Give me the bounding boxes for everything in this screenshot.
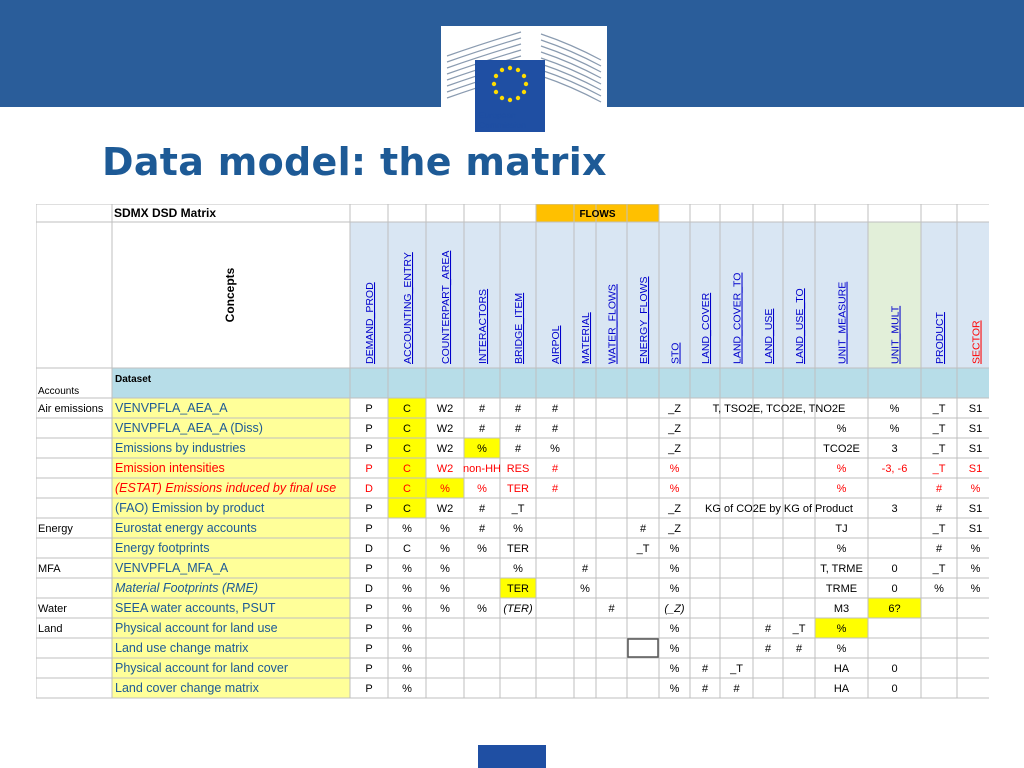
matrix-cell: TER: [507, 483, 529, 495]
eu-stars-icon: [475, 60, 545, 106]
matrix-cell: _T: [932, 443, 946, 455]
matrix-cell: S1: [968, 423, 983, 435]
matrix-cell: M3: [833, 603, 850, 615]
dataset-name: VENVPFLA_AEA_A (Diss): [115, 421, 263, 435]
matrix-cell: C: [403, 423, 411, 435]
column-header-sector: SECTOR: [970, 320, 983, 364]
matrix-cell: #: [581, 563, 589, 575]
matrix-cell: 3: [891, 443, 898, 455]
matrix-cell: %: [513, 563, 523, 575]
matrix-header-title: SDMX DSD Matrix: [114, 206, 217, 220]
matrix-cell: #: [551, 403, 559, 415]
matrix-cell: #: [764, 623, 772, 635]
matrix-cell: %: [402, 683, 412, 695]
matrix-cell: W2: [436, 463, 454, 475]
concepts-header-bg: [36, 222, 350, 368]
matrix-cell: (_Z): [664, 603, 685, 615]
matrix-cell: %: [669, 483, 680, 495]
matrix-cell: C: [403, 463, 411, 475]
matrix-cell: TRME: [825, 583, 858, 595]
matrix-cell: C: [403, 503, 411, 515]
sdmx-dsd-matrix-table: [36, 204, 989, 701]
matrix-cell: -3, -6: [881, 463, 908, 475]
matrix-cell: _T: [932, 423, 946, 435]
matrix-cell: %: [836, 543, 847, 555]
column-header-product: PRODUCT: [934, 312, 946, 364]
matrix-cell: #: [478, 423, 486, 435]
matrix-cell: S1: [968, 503, 983, 515]
matrix-cell: 3: [891, 503, 898, 515]
slide-title: Data model: the matrix: [102, 140, 607, 184]
matrix-cell: %: [669, 683, 680, 695]
matrix-cell: 0: [891, 683, 898, 695]
matrix-cell: 6?: [888, 603, 901, 615]
dataset-name: Emissions by industries: [115, 441, 246, 455]
matrix-cell: %: [970, 483, 981, 495]
matrix-cell: T, TRME: [820, 563, 863, 575]
matrix-cell: %: [402, 583, 412, 595]
matrix-cell: P: [365, 443, 373, 455]
matrix-cell: %: [836, 623, 847, 635]
matrix-cell: S1: [968, 403, 983, 415]
matrix-cell: %: [836, 463, 847, 475]
matrix-cell: _Z: [668, 503, 681, 515]
dataset-name: Emission intensities: [115, 461, 225, 475]
matrix-cell: _T: [932, 403, 946, 415]
matrix-cell: D: [365, 583, 373, 595]
matrix-cell: #: [795, 643, 803, 655]
matrix-cell: P: [365, 463, 373, 475]
matrix-cell: #: [514, 443, 522, 455]
matrix-cell: P: [365, 563, 373, 575]
matrix-cell: %: [669, 463, 680, 475]
account-label: Air emissions: [38, 403, 104, 415]
matrix-cell: %: [477, 543, 487, 555]
matrix-cell: %: [440, 563, 450, 575]
dataset-name: SEEA water accounts, PSUT: [115, 601, 276, 615]
logo-line-commission: Commission: [479, 120, 526, 130]
matrix-span-cell: KG of CO2E by KG of Product: [705, 503, 853, 515]
matrix-cell: RES: [506, 463, 530, 475]
matrix-cell: #: [935, 543, 943, 555]
matrix-cell: _T: [932, 463, 946, 475]
matrix-cell: P: [365, 623, 373, 635]
dataset-name: Eurostat energy accounts: [115, 521, 257, 535]
european-commission-logo: [441, 26, 607, 142]
matrix-cell: #: [733, 683, 740, 695]
matrix-cell: P: [365, 423, 373, 435]
matrix-cell: %: [402, 603, 412, 615]
matrix-cell: 0: [891, 563, 898, 575]
matrix-cell: S1: [968, 523, 983, 535]
matrix-cell: %: [836, 643, 847, 655]
matrix-cell: #: [551, 483, 559, 495]
matrix-cell: %: [440, 523, 450, 535]
column-header-land-use: LAND_USE: [763, 308, 775, 364]
matrix-cell: %: [440, 603, 450, 615]
matrix-cell: %: [970, 563, 981, 575]
matrix-cell: TER: [507, 543, 529, 555]
matrix-cell: _Z: [668, 443, 681, 455]
matrix-cell: #: [514, 423, 522, 435]
column-header-accounting-entry: ACCOUNTING_ENTRY: [402, 252, 414, 364]
matrix-cell: %: [550, 443, 560, 455]
matrix-cell: C: [403, 483, 411, 495]
matrix-cell: #: [764, 643, 772, 655]
matrix-cell: #: [478, 523, 486, 535]
footer-eu-flag: [478, 745, 546, 768]
matrix-cell: TCO2E: [823, 443, 860, 455]
column-header-airpol: AIRPOL: [550, 325, 562, 364]
matrix-cell: D: [365, 543, 373, 555]
matrix-cell: W2: [436, 403, 454, 415]
matrix-cell: non-HH: [463, 463, 501, 475]
column-header-water-flows: WATER_FLOWS: [606, 284, 619, 364]
dataset-name: Material Footprints (RME): [115, 581, 259, 595]
dataset-name: (ESTAT) Emissions induced by final use: [115, 481, 337, 495]
column-header-land-cover-to: LAND_COVER_TO: [731, 272, 744, 364]
matrix-cell: %: [836, 483, 847, 495]
matrix-cell: %: [669, 563, 680, 575]
logo-text: [479, 110, 526, 130]
matrix-cell: %: [580, 583, 590, 595]
dataset-name: Land cover change matrix: [115, 681, 259, 695]
matrix-cell: #: [551, 463, 559, 475]
matrix-cell: %: [889, 423, 900, 435]
matrix-cell: P: [365, 683, 373, 695]
matrix-cell: #: [478, 503, 486, 515]
matrix-cell: W2: [436, 423, 454, 435]
matrix-cell: %: [477, 483, 487, 495]
matrix-cell: P: [365, 603, 373, 615]
matrix-cell: %: [669, 643, 680, 655]
matrix-cell: _T: [730, 663, 743, 675]
flows-label: FLOWS: [579, 209, 616, 220]
matrix-cell: _T: [792, 623, 806, 635]
matrix-cell: %: [970, 583, 981, 595]
account-label: Water: [38, 603, 67, 615]
matrix-cell: %: [402, 663, 412, 675]
account-label: Energy: [38, 523, 73, 535]
matrix-cell: %: [440, 483, 450, 495]
matrix-cell: #: [701, 683, 709, 695]
matrix-cell: _Z: [668, 523, 681, 535]
column-header-sto: STO: [669, 342, 682, 364]
column-header-land-use-to: LAND_USE_TO: [794, 288, 806, 364]
matrix-cell: W2: [436, 443, 454, 455]
column-header-demand-prod: DEMAND_PROD: [364, 282, 376, 364]
matrix-cell: S1: [968, 443, 983, 455]
matrix-cell: %: [669, 663, 680, 675]
matrix-cell: (TER): [503, 603, 533, 615]
matrix-cell: #: [935, 483, 943, 495]
matrix-cell: %: [669, 623, 680, 635]
matrix-cell: #: [514, 403, 522, 415]
matrix-cell: P: [365, 403, 373, 415]
matrix-cell: %: [669, 583, 680, 595]
column-header-bridge-item: BRIDGE_ITEM: [513, 292, 525, 364]
matrix-cell: #: [701, 663, 709, 675]
matrix-cell: TJ: [835, 523, 848, 535]
matrix-cell: #: [639, 523, 647, 535]
matrix-cell: P: [365, 503, 373, 515]
matrix-cell: %: [402, 563, 412, 575]
accounts-label: Accounts: [38, 386, 80, 397]
column-header-unit-measure: UNIT_MEASURE: [836, 281, 849, 364]
matrix-cell: C: [403, 543, 411, 555]
matrix-cell: _Z: [668, 423, 681, 435]
account-label: Land: [38, 623, 63, 635]
matrix-cell: _T: [932, 563, 946, 575]
dataset-name: (FAO) Emission by product: [115, 501, 265, 515]
dataset-name: Physical account for land use: [115, 621, 278, 635]
matrix-span-cell: T, TSO2E, TCO2E, TNO2E: [712, 403, 846, 415]
matrix-cell: HA: [833, 663, 850, 675]
matrix-cell: #: [478, 403, 486, 415]
dataset-name: Energy footprints: [115, 541, 210, 555]
matrix-cell: _T: [511, 503, 525, 515]
matrix-cell: W2: [436, 503, 454, 515]
matrix-cell: C: [403, 443, 411, 455]
dataset-name: Physical account for land cover: [115, 661, 289, 675]
column-header-counterpart-area: COUNTERPART_AREA: [440, 250, 452, 364]
matrix-cell: %: [513, 523, 523, 535]
dataset-name: VENVPFLA_AEA_A: [115, 401, 228, 415]
matrix-cell: %: [836, 423, 847, 435]
matrix-cell: %: [669, 543, 680, 555]
matrix-cell: TER: [507, 583, 529, 595]
dataset-name: VENVPFLA_MFA_A: [115, 561, 229, 575]
matrix-cell: _T: [636, 543, 650, 555]
column-header-unit-mult: UNIT_MULT: [889, 305, 902, 364]
matrix-cell: %: [477, 443, 487, 455]
matrix-cell: 0: [891, 583, 898, 595]
matrix-cell: #: [551, 423, 559, 435]
matrix-cell: D: [365, 483, 373, 495]
matrix-cell: %: [970, 543, 981, 555]
matrix-cell: #: [935, 503, 943, 515]
matrix-cell: %: [402, 643, 412, 655]
account-label: MFA: [38, 563, 61, 575]
matrix-cell: %: [402, 623, 412, 635]
column-header-material: MATERIAL: [580, 312, 592, 364]
matrix-cell: HA: [833, 683, 850, 695]
column-header-land-cover: LAND_COVER: [700, 292, 712, 364]
matrix-cell: %: [889, 403, 900, 415]
matrix-cell: C: [403, 403, 411, 415]
dataset-label: Dataset: [115, 374, 152, 385]
matrix-cell: #: [608, 603, 615, 615]
matrix-cell: %: [477, 603, 487, 615]
matrix-cell: _Z: [668, 403, 681, 415]
matrix-cell: P: [365, 663, 373, 675]
matrix-cell: %: [440, 583, 450, 595]
column-header-interactors: INTERACTORS: [477, 288, 489, 364]
matrix-cell: S1: [968, 463, 983, 475]
matrix-cell: %: [440, 543, 450, 555]
column-header-energy-flows: ENERGY_FLOWS: [638, 276, 650, 364]
matrix-cell: %: [934, 583, 944, 595]
matrix-cell: 0: [891, 663, 898, 675]
matrix-cell: P: [365, 643, 373, 655]
matrix-cell: %: [402, 523, 412, 535]
matrix-cell: _T: [932, 523, 946, 535]
matrix-cell: P: [365, 523, 373, 535]
dataset-name: Land use change matrix: [115, 641, 249, 655]
dataset-bar: [36, 368, 989, 398]
logo-line-european: European: [479, 110, 516, 120]
concepts-label: Concepts: [223, 267, 238, 323]
